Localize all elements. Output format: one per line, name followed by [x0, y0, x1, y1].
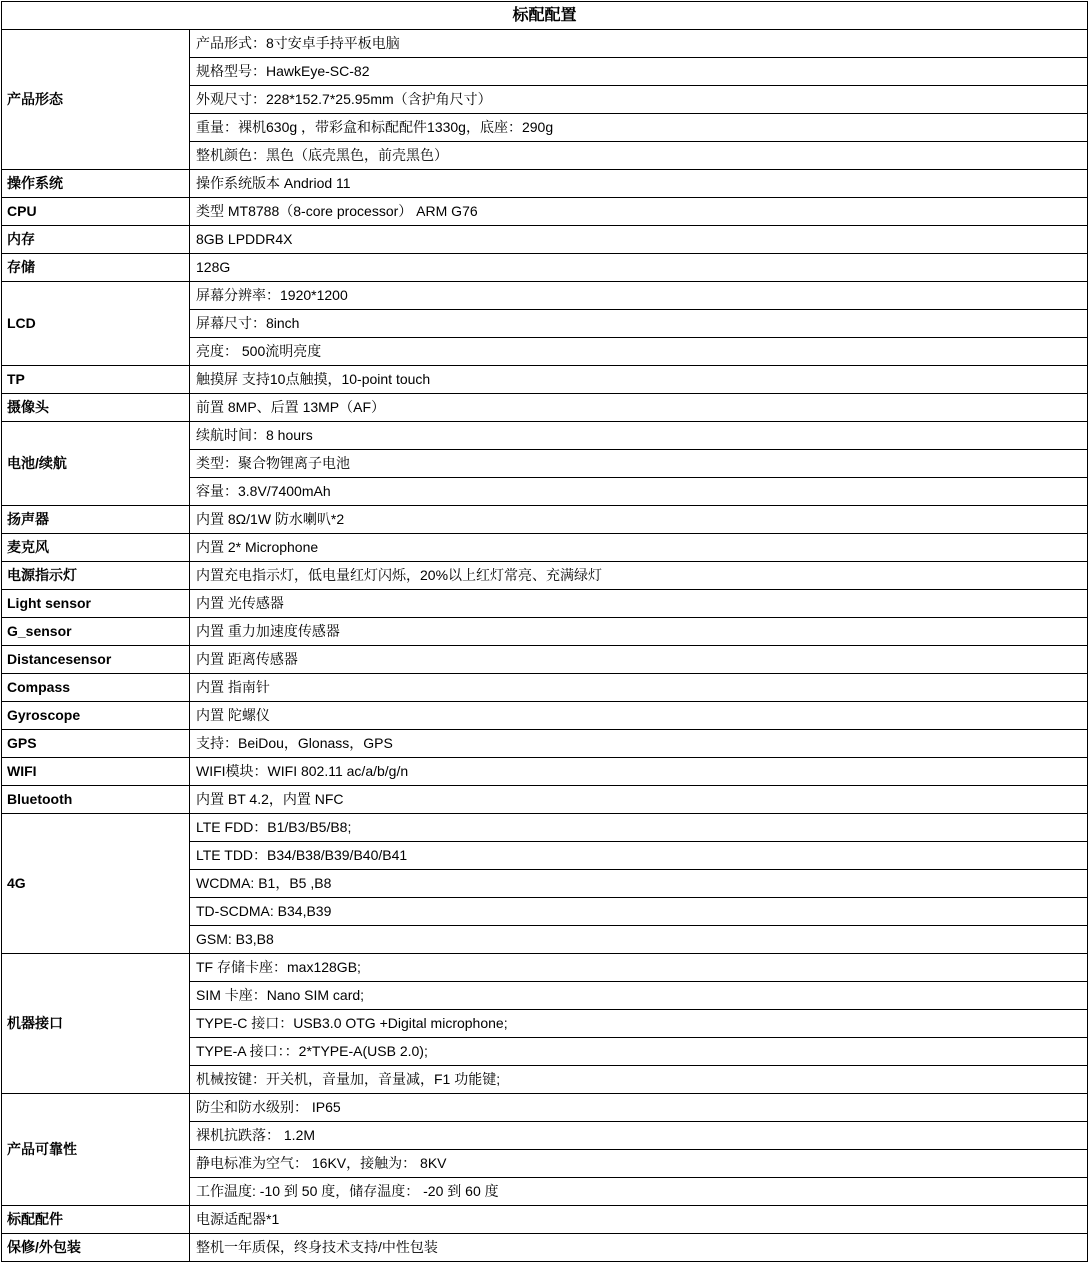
- spec-value: SIM 卡座：Nano SIM card;: [190, 982, 1088, 1010]
- spec-value: 操作系统版本 Andriod 11: [190, 170, 1088, 198]
- spec-value: 内置 BT 4.2，内置 NFC: [190, 786, 1088, 814]
- spec-value: 类型 MT8788（8-core processor） ARM G76: [190, 198, 1088, 226]
- spec-value: GSM: B3,B8: [190, 926, 1088, 954]
- spec-row: [2, 534, 1088, 562]
- spec-row: [2, 702, 1088, 730]
- spec-row: [2, 394, 1088, 422]
- spec-label: 电池/续航: [2, 422, 190, 506]
- title-row: [2, 2, 1088, 30]
- spec-label: WIFI: [2, 758, 190, 786]
- spec-label: 保修/外包装: [2, 1234, 190, 1262]
- spec-value: 内置 2* Microphone: [190, 534, 1088, 562]
- spec-label: 产品可靠性: [2, 1094, 190, 1206]
- spec-value: 内置 光传感器: [190, 590, 1088, 618]
- spec-value: 规格型号：HawkEye-SC-82: [190, 58, 1088, 86]
- spec-value: 防尘和防水级别： IP65: [190, 1094, 1088, 1122]
- spec-row: [2, 1234, 1088, 1262]
- spec-row: [2, 506, 1088, 534]
- spec-label: 机器接口: [2, 954, 190, 1094]
- spec-value: 静电标准为空气： 16KV，接触为： 8KV: [190, 1150, 1088, 1178]
- table-title: 标配配置: [2, 2, 1088, 30]
- spec-row: [2, 1206, 1088, 1234]
- spec-value: TYPE-A 接口：：2*TYPE-A(USB 2.0);: [190, 1038, 1088, 1066]
- spec-value: 类型：聚合物锂离子电池: [190, 450, 1088, 478]
- spec-label: Gyroscope: [2, 702, 190, 730]
- spec-row: [2, 618, 1088, 646]
- spec-row: [2, 198, 1088, 226]
- spec-value: 外观尺寸：228*152.7*25.95mm（含护角尺寸）: [190, 86, 1088, 114]
- spec-value: 屏幕尺寸：8inch: [190, 310, 1088, 338]
- spec-row: [2, 590, 1088, 618]
- spec-table: [1, 1, 1088, 1262]
- spec-row: [2, 730, 1088, 758]
- spec-row: [2, 30, 1088, 58]
- spec-row: [2, 758, 1088, 786]
- spec-value: 机械按键：开关机，音量加，音量减，F1 功能键;: [190, 1066, 1088, 1094]
- spec-row: [2, 814, 1088, 842]
- spec-label: GPS: [2, 730, 190, 758]
- spec-label: CPU: [2, 198, 190, 226]
- spec-value: TF 存储卡座：max128GB;: [190, 954, 1088, 982]
- spec-label: 摄像头: [2, 394, 190, 422]
- spec-row: [2, 254, 1088, 282]
- spec-value: TD-SCDMA: B34,B39: [190, 898, 1088, 926]
- spec-value: TYPE-C 接口：USB3.0 OTG +Digital microphone;: [190, 1010, 1088, 1038]
- spec-value: 整机颜色：黑色（底壳黑色，前壳黑色）: [190, 142, 1088, 170]
- spec-row: [2, 954, 1088, 982]
- spec-label: 标配配件: [2, 1206, 190, 1234]
- spec-value: 裸机抗跌落： 1.2M: [190, 1122, 1088, 1150]
- spec-value: 续航时间：8 hours: [190, 422, 1088, 450]
- spec-label: 操作系统: [2, 170, 190, 198]
- spec-label: G_sensor: [2, 618, 190, 646]
- spec-value: 内置 8Ω/1W 防水喇叭*2: [190, 506, 1088, 534]
- spec-value: 容量：3.8V/7400mAh: [190, 478, 1088, 506]
- spec-value: 产品形式：8寸安卓手持平板电脑: [190, 30, 1088, 58]
- spec-value: WCDMA: B1，B5 ,B8: [190, 870, 1088, 898]
- spec-value: WIFI模块：WIFI 802.11 ac/a/b/g/n: [190, 758, 1088, 786]
- spec-value: LTE TDD：B34/B38/B39/B40/B41: [190, 842, 1088, 870]
- spec-value: 128G: [190, 254, 1088, 282]
- spec-row: [2, 366, 1088, 394]
- spec-value: 内置 指南针: [190, 674, 1088, 702]
- spec-value: 亮度： 500流明亮度: [190, 338, 1088, 366]
- spec-value: 支持：BeiDou，Glonass，GPS: [190, 730, 1088, 758]
- spec-row: [2, 1094, 1088, 1122]
- spec-label: 内存: [2, 226, 190, 254]
- spec-value: 电源适配器*1: [190, 1206, 1088, 1234]
- spec-value: 内置 陀螺仪: [190, 702, 1088, 730]
- spec-label: 4G: [2, 814, 190, 954]
- spec-value: 屏幕分辨率：1920*1200: [190, 282, 1088, 310]
- spec-table-body: [2, 30, 1088, 1262]
- spec-row: [2, 422, 1088, 450]
- spec-row: [2, 786, 1088, 814]
- spec-value: LTE FDD：B1/B3/B5/B8;: [190, 814, 1088, 842]
- spec-value: 触摸屏 支持10点触摸，10-point touch: [190, 366, 1088, 394]
- spec-label: 扬声器: [2, 506, 190, 534]
- spec-value: 内置 重力加速度传感器: [190, 618, 1088, 646]
- spec-label: TP: [2, 366, 190, 394]
- spec-value: 前置 8MP、后置 13MP（AF）: [190, 394, 1088, 422]
- spec-value: 内置充电指示灯，低电量红灯闪烁，20%以上红灯常亮、充满绿灯: [190, 562, 1088, 590]
- spec-label: 存储: [2, 254, 190, 282]
- spec-label: 麦克风: [2, 534, 190, 562]
- spec-value: 工作温度: -10 到 50 度，储存温度： -20 到 60 度: [190, 1178, 1088, 1206]
- spec-row: [2, 226, 1088, 254]
- spec-label: 产品形态: [2, 30, 190, 170]
- spec-value: 重量：裸机630g ，带彩盒和标配配件1330g，底座：290g: [190, 114, 1088, 142]
- spec-label: Compass: [2, 674, 190, 702]
- spec-label: Bluetooth: [2, 786, 190, 814]
- spec-row: [2, 282, 1088, 310]
- spec-row: [2, 674, 1088, 702]
- spec-value: 内置 距离传感器: [190, 646, 1088, 674]
- spec-value: 8GB LPDDR4X: [190, 226, 1088, 254]
- spec-label: LCD: [2, 282, 190, 366]
- spec-label: Distancesensor: [2, 646, 190, 674]
- spec-row: [2, 170, 1088, 198]
- spec-value: 整机一年质保，终身技术支持/中性包装: [190, 1234, 1088, 1262]
- spec-row: [2, 562, 1088, 590]
- spec-row: [2, 646, 1088, 674]
- spec-label: Light sensor: [2, 590, 190, 618]
- spec-label: 电源指示灯: [2, 562, 190, 590]
